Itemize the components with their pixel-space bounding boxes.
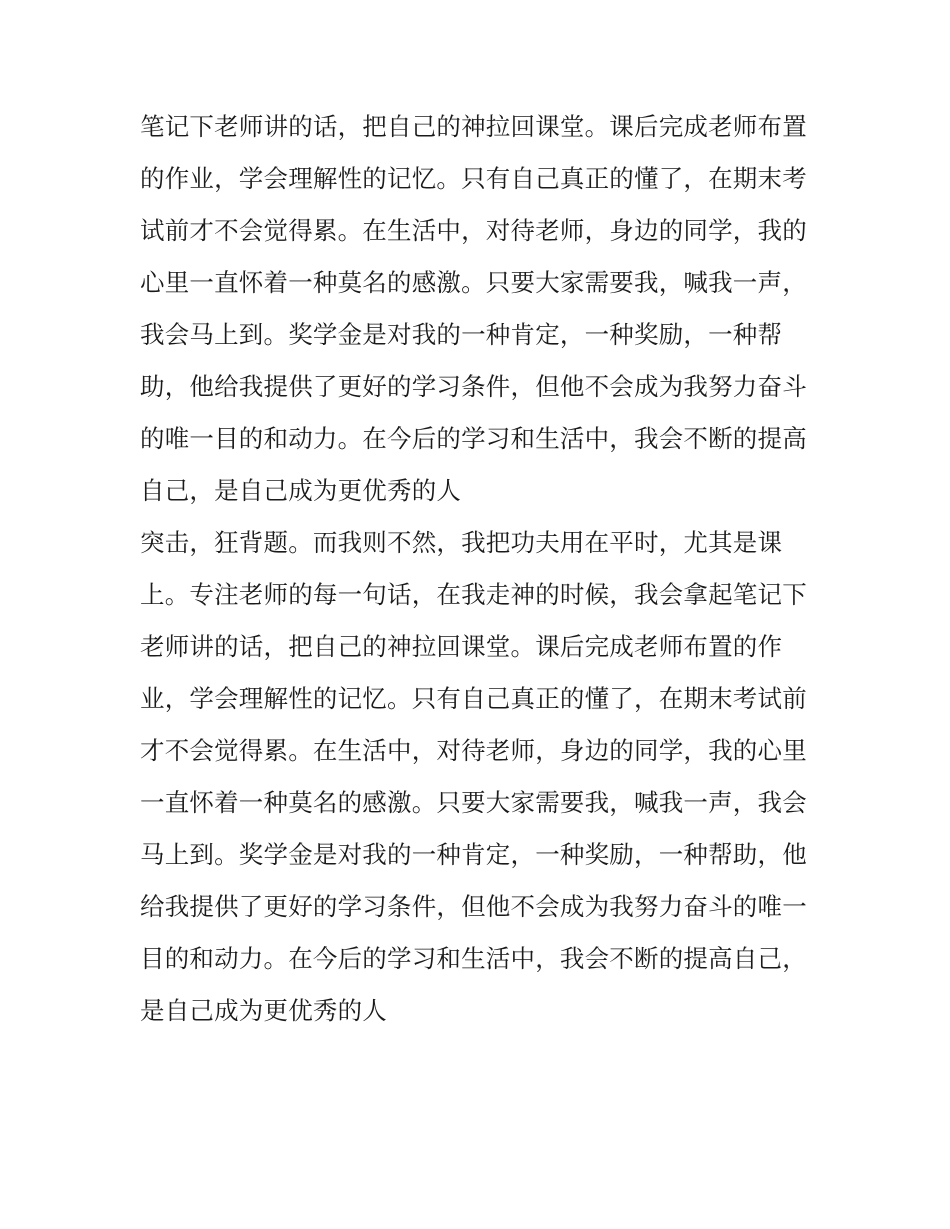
text-line: 突击，狂背题。而我则不然，我把功夫用在平时，尤其是课 — [140, 528, 783, 557]
text-line: 笔记下老师讲的话，把自己的神拉回课堂。课后完成老师布置 — [140, 112, 807, 141]
paragraph-1 — [140, 101, 820, 517]
text-line: 的作业，学会理解性的记忆。只有自己真正的懂了，在期末考 — [140, 164, 807, 193]
text-line: 目的和动力。在今后的学习和生活中，我会不断的提高自己， — [140, 944, 807, 973]
document-body — [140, 101, 820, 1037]
text-line: 试前才不会觉得累。在生活中，对待老师，身边的同学，我的 — [140, 216, 807, 245]
text-line: 业，学会理解性的记忆。只有自己真正的懂了，在期末考试前 — [140, 684, 807, 713]
text-line: 上。专注老师的每一句话，在我走神的时候，我会拿起笔记下 — [140, 580, 807, 609]
text-line: 我会马上到。奖学金是对我的一种肯定，一种奖励，一种帮 — [140, 320, 783, 349]
text-line: 心里一直怀着一种莫名的感激。只要大家需要我，喊我一声， — [140, 268, 807, 297]
text-line: 的唯一目的和动力。在今后的学习和生活中，我会不断的提高 — [140, 424, 807, 453]
text-line: 助，他给我提供了更好的学习条件，但他不会成为我努力奋斗 — [140, 372, 807, 401]
text-line: 给我提供了更好的学习条件，但他不会成为我努力奋斗的唯一 — [140, 892, 807, 921]
text-line: 老师讲的话，把自己的神拉回课堂。课后完成老师布置的作 — [140, 632, 783, 661]
text-line: 是自己成为更优秀的人 — [140, 996, 387, 1025]
text-line: 才不会觉得累。在生活中，对待老师，身边的同学，我的心里 — [140, 736, 807, 765]
text-line: 自己，是自己成为更优秀的人 — [140, 476, 462, 505]
paragraph-2 — [140, 517, 820, 1037]
text-line: 马上到。奖学金是对我的一种肯定，一种奖励，一种帮助，他 — [140, 840, 807, 869]
text-line: 一直怀着一种莫名的感激。只要大家需要我，喊我一声，我会 — [140, 788, 807, 817]
